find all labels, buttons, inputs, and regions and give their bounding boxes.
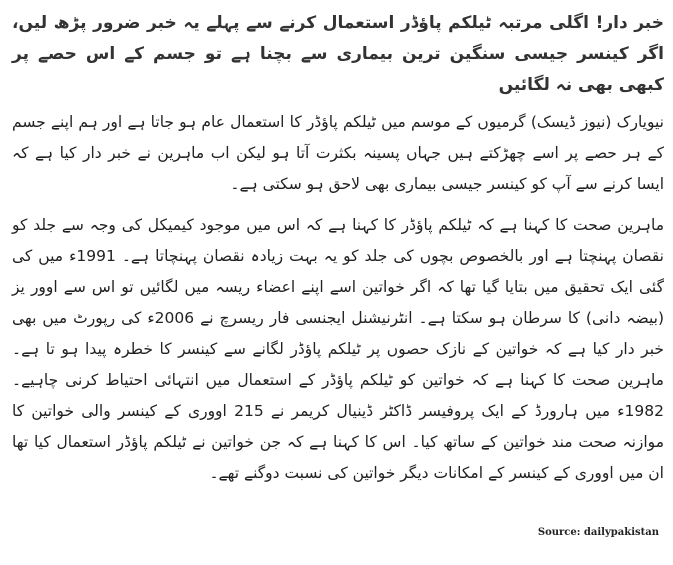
article-paragraph: نیویارک (نیوز ڈیسک) گرمیوں کے موسم میں ٹیلکم پاؤڈر کا استعمال عام ہو جاتا ہے اور ہم اپنے جسم کے ہر حصے پر اسے چھڑکتے ہیں جہاں پسینہ بکثرت آتا ہو لیکن اب ماہرین نے خبر دار کیا ہے کہ ایسا کرنے سے آپ کو کینسر جیسی بیماری بھی لاحق ہو سکتی ہے۔ <box>12 113 664 193</box>
article-paragraph: ماہرین صحت کا کہنا ہے کہ ٹیلکم پاؤڈر کا کہنا ہے کہ اس میں موجود کیمیکل کی وجہ سے جلد کو نقصان پہنچتا ہے اور بالخصوص بچوں کی جلد کو یہ بہت زیادہ نقصان پہنچاتا ہے۔ 1991ء میں کی گئی ایک تحقیق میں بتایا گیا تھا کہ اگر خواتین اسے اپنے اعضاء ریسہ میں لگائیں تو اس سے اوور یز (بیضہ دانی) کا سرطان ہو سکتا ہے۔ انٹرنیشنل ایجنسی فار ریسرچ نے 2006ء کی رپورٹ میں بھی خبر دار کیا ہے کہ خواتین کے نازک حصوں پر ٹیلکم پاؤڈر لگانے سے کینسر کا خطرہ پیدا ہو تا ہے۔ ماہرین صحت کا کہنا ہے کہ خواتین کو ٹیلکم پاؤڈر کے استعمال میں انتہائی احتیاط کرنی چاہیے۔ 1982ء میں ہارورڈ کے ایک پروفیسر ڈاکٹر ڈینیال کریمر نے 215 اووری کے کینسر والی خواتین کا موازنہ صحت مند خواتین کے ساتھ کیا۔ اس کا کہنا ہے کہ جن خواتین نے ٹیلکم پاؤڈر استعمال کیا تھا ان میں اووری کے کینسر کے امکانات دیگر خواتین کی نسبت دوگنے تھے۔ <box>12 216 664 482</box>
article-body <box>12 8 664 499</box>
article-headline: خبر دار! اگلی مرتبہ ٹیلکم پاؤڈر استعمال کرنے سے پہلے یہ خبر ضرور پڑھ لیں، اگر کینسر جیسی سنگین ترین بیماری سے بچنا ہے تو جسم کے اس حصے پر کبھی بھی نہ لگائیں <box>12 13 664 95</box>
source-credit: Source: dailypakistan <box>537 527 659 538</box>
